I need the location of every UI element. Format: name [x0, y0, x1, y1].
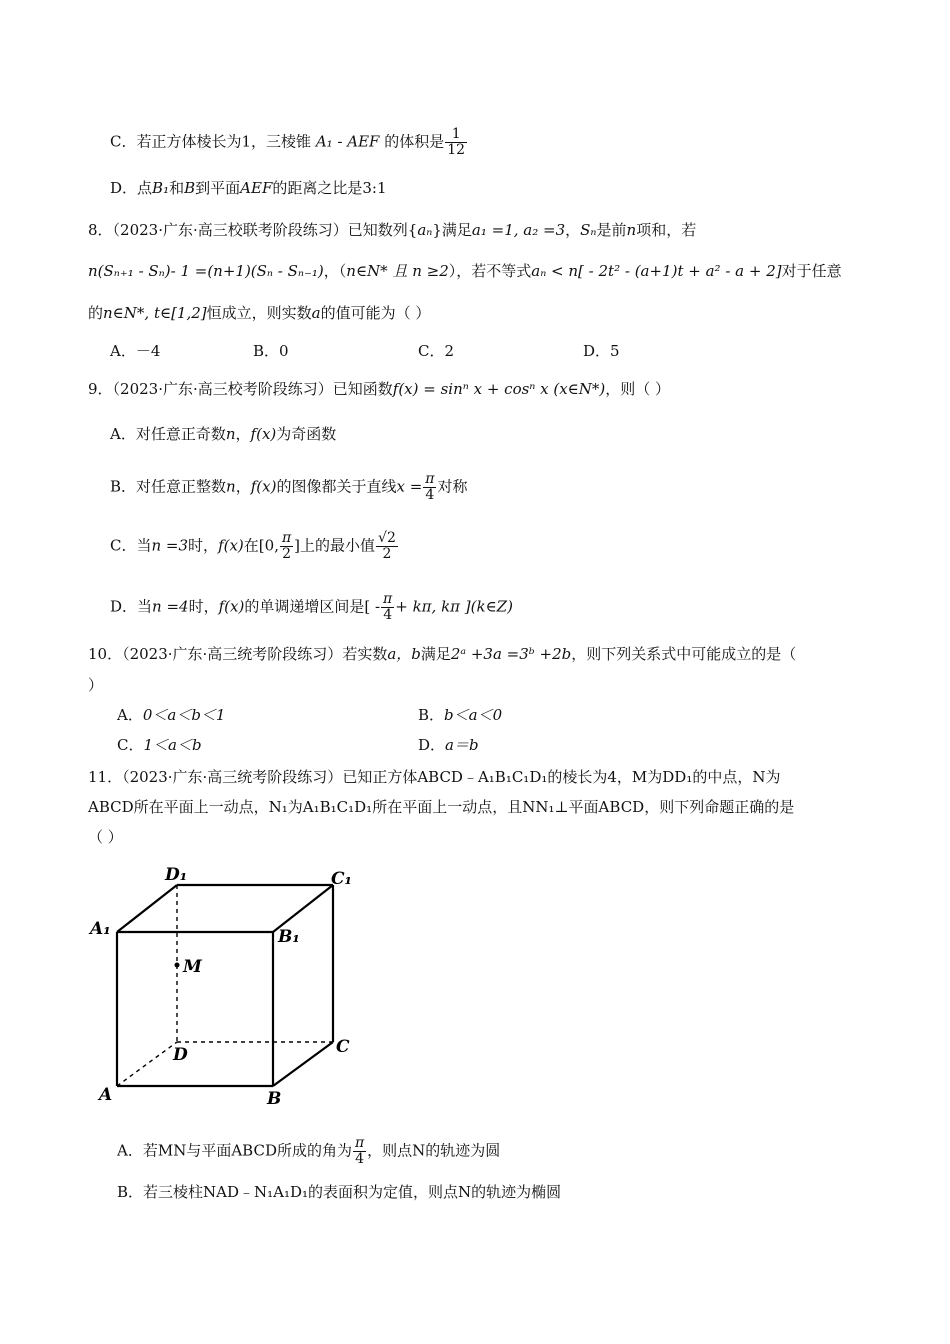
math-set: {aₙ} — [407, 221, 442, 239]
question-number: 8． — [88, 221, 113, 239]
point-m — [175, 963, 180, 968]
fraction-den: 2 — [282, 546, 292, 562]
edge-b1c1 — [273, 885, 333, 932]
q8-line-3 — [88, 302, 430, 324]
q8-option-d — [583, 340, 620, 362]
option-label: D． — [110, 179, 138, 197]
option-label: C． — [117, 736, 144, 754]
question-text: ） — [88, 676, 104, 694]
option-text: 在 — [243, 536, 259, 555]
option-text: 的单调递增区间是 — [244, 597, 365, 616]
math-var: n — [226, 477, 236, 496]
q8-option-c — [418, 340, 454, 362]
q11-option-a — [117, 1136, 500, 1167]
q10-line-2 — [88, 674, 103, 696]
question-text: ，则下列关系式中可能成立的是（ — [571, 645, 797, 663]
q11-line-3 — [88, 826, 123, 848]
question-text: （ ） — [88, 828, 123, 846]
question-source: （2023·广东·高三统考阶段练习） — [122, 645, 343, 663]
option-label: A． — [110, 342, 136, 360]
math-expr: 3:1 — [362, 179, 387, 197]
math-var: n — [626, 221, 637, 239]
q9-option-c — [110, 531, 399, 562]
edge-bc — [273, 1042, 333, 1086]
question-text: 已知数列 — [347, 221, 408, 239]
math-expr: [ - — [364, 597, 381, 616]
option-text: ，则点N的轨迹为圆 — [367, 1141, 501, 1160]
option-value: －4 — [135, 342, 161, 360]
q10-option-d — [418, 734, 479, 756]
question-text: 恒成立，则实数 — [206, 304, 312, 322]
question-text: ， — [565, 221, 581, 239]
question-text: 是前 — [596, 221, 627, 239]
option-value: b＜a＜0 — [444, 706, 503, 724]
q7-option-d — [110, 177, 387, 199]
math-var: B₁ — [152, 179, 170, 197]
math-expr: ] — [294, 536, 301, 555]
option-label: D． — [110, 597, 138, 616]
option-text: 上的最小值 — [300, 536, 376, 555]
math-var: a — [311, 304, 321, 322]
label-c: C — [336, 1037, 350, 1057]
option-label: C． — [110, 536, 137, 555]
math-expr: n =4 — [152, 597, 189, 616]
option-text: 到平面 — [195, 179, 241, 197]
q10-line-1 — [88, 643, 796, 665]
q9-option-b — [110, 472, 467, 503]
math-expr: aₙ < n[ - 2t² - (a+1)t + a² - a + 2] — [531, 262, 782, 280]
fraction-den: 4 — [425, 487, 435, 503]
label-b1: B₁ — [278, 927, 300, 947]
fraction-num: √2 — [378, 530, 396, 546]
option-label: A． — [117, 1141, 143, 1160]
math-expr: + kπ, kπ ] — [395, 597, 471, 616]
label-d1: D₁ — [165, 865, 188, 885]
option-label: D． — [418, 736, 446, 754]
fraction-num: π — [383, 591, 393, 607]
q9-option-a — [110, 423, 336, 445]
question-number: 9． — [88, 380, 113, 398]
option-label: D． — [583, 342, 611, 360]
q11-option-b — [117, 1181, 561, 1203]
option-value: 1＜a＜b — [143, 736, 202, 754]
math-expr: n =3 — [151, 536, 189, 555]
option-text: 的体积是 — [384, 132, 445, 151]
fraction-num: π — [354, 1135, 365, 1151]
option-value: 2 — [444, 342, 455, 360]
q8-option-a — [110, 340, 160, 362]
fraction — [423, 472, 436, 503]
fraction-den: 12 — [447, 142, 466, 158]
option-value: 0 — [279, 342, 289, 360]
label-c1: C₁ — [331, 869, 352, 889]
q8-line-1 — [88, 219, 696, 241]
q8-option-b — [253, 340, 289, 362]
option-text: 对任意正整数 — [136, 477, 227, 496]
question-text: ，则（ ） — [605, 380, 671, 398]
fraction-num: 1 — [445, 127, 467, 143]
math-expr: f(x) — [218, 597, 245, 616]
option-label: A． — [117, 706, 143, 724]
option-value: a＝b — [445, 736, 479, 754]
label-d: D — [173, 1045, 188, 1065]
fraction-den: 4 — [355, 1151, 365, 1167]
option-text: 若正方体棱长为1，三棱锥 — [136, 132, 312, 151]
question-text: ABCD所在平面上一动点，N₁为A₁B₁C₁D₁所在平面上一动点，且NN₁⊥平面ABCD，则下列命题正确的是 — [88, 798, 795, 816]
option-text: 点 — [137, 179, 153, 197]
math-expr: [0, — [258, 536, 279, 555]
math-var: Sₙ — [580, 221, 597, 239]
fraction — [381, 592, 394, 623]
question-text: 的 — [88, 304, 104, 322]
option-label: B． — [110, 477, 137, 496]
math-expr: f(x) — [250, 477, 277, 496]
question-source: （2023·广东·高三校联考阶段练习） — [112, 221, 348, 239]
option-text: 当 — [136, 536, 152, 555]
option-label: C． — [418, 342, 445, 360]
math-expr: n∈N*, t∈[1,2] — [103, 304, 207, 322]
option-text: ， — [235, 425, 251, 443]
math-var: AEF — [240, 179, 273, 197]
math-expr: (k∈Z) — [470, 597, 513, 616]
math-expr: A₁ - AEF — [315, 132, 380, 151]
option-value: 0＜a＜b＜1 — [142, 706, 226, 724]
math-expr: 2ᵃ +3a =3ᵇ +2b — [450, 645, 572, 663]
fraction-den: 2 — [382, 546, 392, 562]
math-expr: x = — [396, 477, 423, 496]
math-expr: n∈N* 且 n ≥2 — [346, 262, 449, 280]
question-text: ），若不等式 — [448, 262, 532, 280]
math-expr: a₁ =1, a₂ =3 — [471, 221, 566, 239]
question-text: 已知正方体ABCD﹣A₁B₁C₁D₁的棱长为4，M为DD₁的中点，N为 — [342, 768, 781, 786]
math-var: B — [184, 179, 196, 197]
fraction — [353, 1136, 366, 1167]
option-text: 的距离之比是 — [272, 179, 363, 197]
option-text: 时， — [188, 597, 219, 616]
question-text: 已知函数 — [332, 380, 393, 398]
math-expr: f(x) = sinⁿ x + cosⁿ x (x∈N*) — [392, 380, 606, 398]
fraction — [280, 531, 293, 562]
label-b: B — [267, 1089, 282, 1109]
q11-line-1 — [88, 766, 780, 788]
math-expr: f(x) — [218, 536, 244, 555]
option-text: 和 — [169, 179, 185, 197]
question-text: ，（ — [323, 262, 347, 280]
option-text: 若三棱柱NAD﹣N₁A₁D₁的表面积为定值，则点N的轨迹为椭圆 — [143, 1183, 562, 1201]
option-text: ， — [235, 477, 251, 496]
option-text: 对称 — [437, 477, 468, 496]
fraction-den: 4 — [383, 607, 393, 623]
q10-option-a — [117, 704, 225, 726]
question-source: （2023·广东·高三校考阶段练习） — [112, 380, 333, 398]
q10-option-c — [117, 734, 202, 756]
math-expr: n(Sₙ₊₁ - Sₙ)- 1 =(n+1)(Sₙ - Sₙ₋₁) — [88, 262, 324, 280]
question-source: （2023·广东·高三统考阶段练习） — [122, 768, 343, 786]
question-text: 若实数 — [342, 645, 388, 663]
option-text: 的图像都关于直线 — [276, 477, 397, 496]
question-number: 11． — [88, 768, 123, 786]
label-a: A — [99, 1085, 113, 1105]
label-a1: A₁ — [90, 919, 111, 939]
edge-a1d1 — [117, 885, 177, 932]
option-label: B． — [253, 342, 280, 360]
q7-option-c — [110, 127, 468, 158]
option-text: 对任意正奇数 — [135, 425, 226, 443]
question-text: 对于任意 — [781, 262, 842, 280]
fraction-num: π — [425, 471, 435, 487]
option-label: B． — [117, 1183, 144, 1201]
q9-option-d — [110, 592, 513, 623]
label-m: M — [183, 957, 202, 977]
fraction — [376, 531, 398, 562]
question-text: 项和，若 — [636, 221, 697, 239]
question-number: 10． — [88, 645, 123, 663]
option-label: B． — [418, 706, 445, 724]
question-text: 满足 — [441, 221, 472, 239]
math-var: a，b — [387, 645, 421, 663]
hidden-edge-ad — [117, 1042, 177, 1086]
option-text: 当 — [137, 597, 153, 616]
option-label: A． — [110, 425, 136, 443]
q10-option-b — [418, 704, 502, 726]
q8-line-2 — [88, 260, 842, 282]
option-text: 为奇函数 — [276, 425, 337, 443]
question-text: 的值可能为（ ） — [320, 304, 431, 322]
fraction — [445, 127, 467, 158]
option-value: 5 — [610, 342, 620, 360]
cube-figure — [85, 860, 365, 1110]
fraction-num: π — [281, 530, 292, 546]
math-expr: f(x) — [250, 425, 277, 443]
question-text: 满足 — [420, 645, 451, 663]
math-var: n — [225, 425, 236, 443]
option-label: C． — [110, 132, 137, 151]
q9-line-1 — [88, 378, 670, 400]
q11-line-2 — [88, 796, 794, 818]
option-text: 时， — [188, 536, 219, 555]
option-text: 若MN与平面ABCD所成的角为 — [142, 1141, 352, 1160]
